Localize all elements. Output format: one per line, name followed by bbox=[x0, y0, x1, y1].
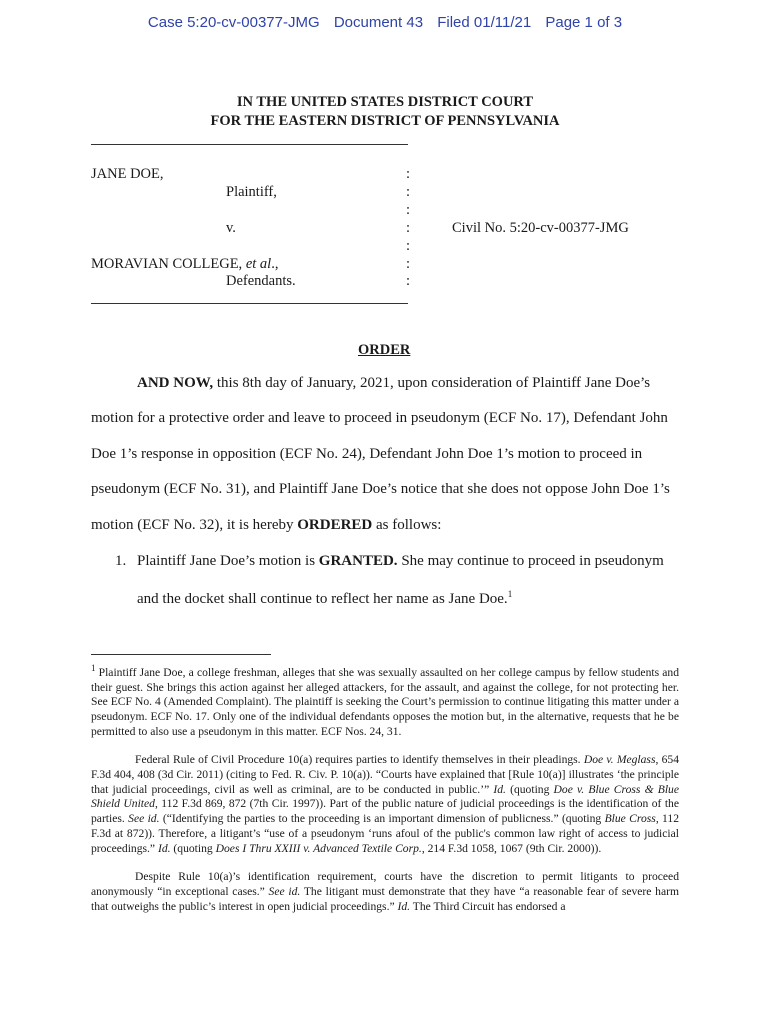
item-1-line-2: and the docket shall continue to reflect her name as Jane Doe.$^1$ bbox=[137, 589, 513, 607]
civil-number: Civil No. 5:20-cv-00377-JMG bbox=[452, 220, 629, 236]
court-name-line2: FOR THE EASTERN DISTRICT OF PENNSYLVANIA bbox=[210, 113, 560, 129]
footnote-paragraph-1: $^1$ Plaintiff Jane Doe, a college freshman, alleges that she was sexually assaulted on her college campus by fellow students and their guest. She brings this action against her alleged attackers, for the assault, and against the college, for not protecting her. See ECF No. 4 (Amended Complaint). The plaintiff is seeking the Court’s permission to continue litigating this matter under a pseudonym. ECF No. 17. Only one of the individual defendants opposes the motion but, in the alternative, requests that he be permitted to also use a pseudonym in this matter. ECF Nos. 24, 31. bbox=[91, 663, 679, 738]
caption-bottom-rule bbox=[91, 303, 408, 304]
footnote-separator bbox=[91, 654, 271, 655]
page-number: Page 1 of 3 bbox=[545, 14, 623, 31]
caption-colon: : bbox=[406, 184, 411, 200]
caption-colon: : bbox=[406, 273, 411, 289]
caption-colon: : bbox=[406, 238, 411, 254]
plaintiff-role: Plaintiff, bbox=[226, 184, 277, 200]
footnote-1 bbox=[91, 661, 679, 914]
versus: v. bbox=[226, 220, 236, 236]
filed-date: Filed 01/11/21 bbox=[437, 14, 532, 31]
order-title: ORDER bbox=[358, 342, 411, 358]
footnote-paragraph-3: Despite Rule 10(a)’s identification requirement, courts have the discretion to permit litigants to proceed anonymously “in exceptional cases.” See id. The litigant must demonstrate that they have “a reasonable fear of severe harm that outweighs the public’s interest in open judicial proceedings.” Id. The Third Circuit has endorsed a bbox=[91, 870, 679, 913]
defendant-name: MORAVIAN COLLEGE, et al., bbox=[91, 256, 279, 272]
plaintiff-name: JANE DOE, bbox=[91, 166, 164, 182]
document-number: Document 43 bbox=[333, 14, 424, 31]
defendant-role: Defendants. bbox=[226, 273, 296, 289]
item-1-number: 1. bbox=[115, 553, 127, 569]
caption-colon: : bbox=[406, 220, 411, 236]
caption-colon: : bbox=[406, 256, 411, 272]
item-1-line-1: Plaintiff Jane Doe’s motion is GRANTED. She may continue to proceed in pseudonym bbox=[137, 553, 664, 569]
case-number: Case 5:20-cv-00377-JMG bbox=[147, 14, 320, 31]
caption-colon: : bbox=[406, 202, 411, 218]
footnote-number: 1 bbox=[91, 663, 96, 673]
order-line-5: motion (ECF No. 32), it is hereby ORDERED as follows: bbox=[91, 517, 442, 533]
order-line-2: motion for a protective order and leave to proceed in pseudonym (ECF No. 17), Defendant John bbox=[91, 410, 668, 426]
caption-colon: : bbox=[406, 166, 411, 182]
footnote-paragraph-2: Federal Rule of Civil Procedure 10(a) requires parties to identify themselves in their pleadings. Doe v. Meglass, 654 F.3d 404, 408 (3d Cir. 2011) (citing to Fed. R. Civ. P. 10(a)). “Courts have explained that [Rule 10(a)] illustrates ‘the principle that judicial proceedings, civil as well as criminal, are to be conducted in public.’” Id. (quoting Doe v. Blue Cross & Blue Shield United, 112 F.3d 869, 872 (7th Cir. 1997)). Part of the public nature of judicial proceedings is the identification of the parties. See id. (“Identifying the parties to the proceeding is an important dimension of publicness.” (quoting Blue Cross, 112 F.3d at 872)). Therefore, a litigant’s “use of a pseudonym ‘runs afoul of the public's common law right of access to judicial proceedings.” Id. (quoting Does I Thru XXIII v. Advanced Textile Corp., 214 F.3d 1058, 1067 (9th Cir. 2000)). bbox=[91, 753, 680, 855]
filing-header bbox=[0, 14, 770, 31]
order-line-1: AND NOW, this 8th day of January, 2021, upon consideration of Plaintiff Jane Doe’s bbox=[137, 375, 651, 391]
court-name-line1: IN THE UNITED STATES DISTRICT COURT bbox=[236, 94, 534, 110]
order-line-4: pseudonym (ECF No. 31), and Plaintiff Jane Doe’s notice that she does not oppose John Doe 1’s bbox=[91, 481, 670, 497]
order-line-3: Doe 1’s response in opposition (ECF No. 24), Defendant John Doe 1’s motion to proceed in bbox=[91, 446, 643, 462]
caption-top-rule bbox=[91, 144, 408, 145]
footnote-reference: 1 bbox=[507, 589, 513, 599]
